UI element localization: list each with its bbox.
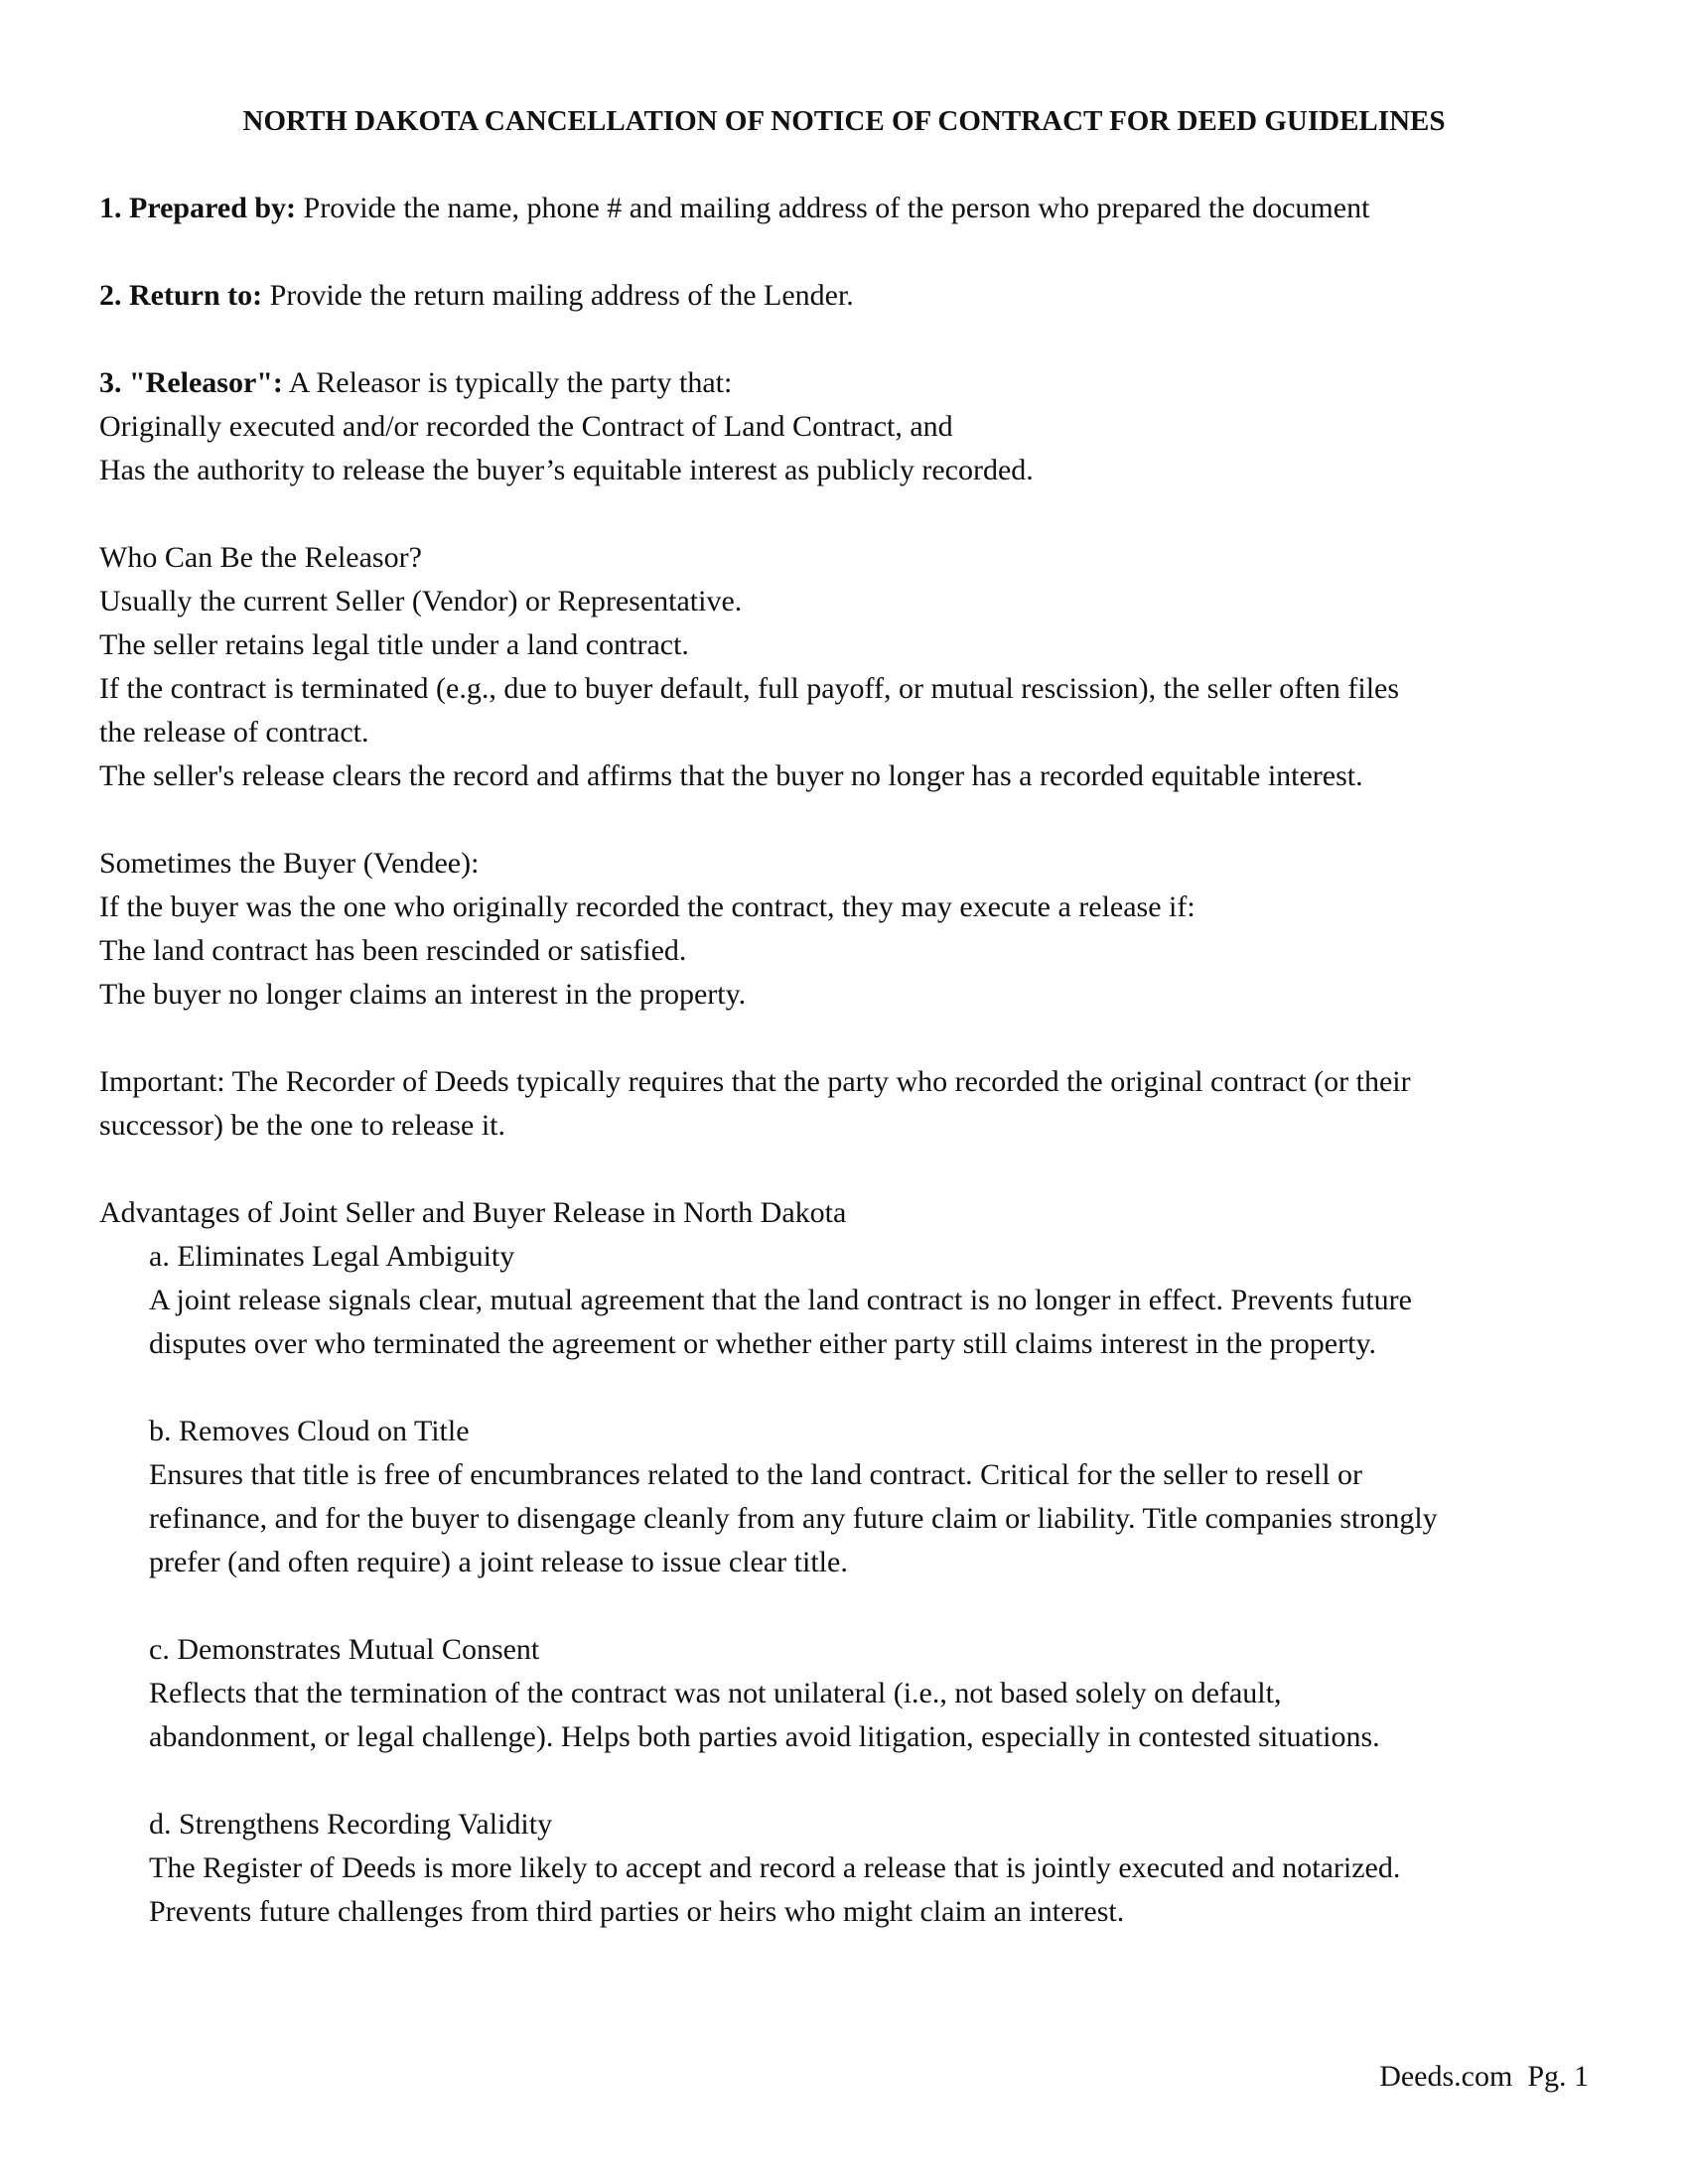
releasor-text: A Releasor is typically the party that: — [288, 366, 733, 399]
return-to-label: 2. Return to: — [99, 279, 263, 312]
footer-site: Deeds.com — [1379, 2060, 1513, 2093]
who-line: If the contract is terminated (e.g., due to buyer default, full payoff, or mutual rescission), the seller often files — [99, 672, 1400, 705]
advantage-d-line: Prevents future challenges from third parties or heirs who might claim an interest. — [149, 1895, 1125, 1928]
releasor-label: 3. "Releasor": — [99, 366, 283, 399]
important-line: successor) be the one to release it. — [99, 1109, 505, 1142]
item-releasor — [99, 361, 1589, 405]
advantage-b-line: Ensures that title is free of encumbrances related to the land contract. Critical for the seller to resell or — [149, 1458, 1363, 1491]
advantage-b-line: prefer (and often require) a joint release to issue clear title. — [149, 1546, 848, 1578]
who-line: the release of contract. — [99, 716, 369, 749]
advantage-d-line: The Register of Deeds is more likely to accept and record a release that is jointly executed and notarized. — [149, 1851, 1401, 1884]
document-page — [99, 99, 1589, 1934]
who-line: The seller retains legal title under a land contract. — [99, 628, 689, 661]
releasor-line: Has the authority to release the buyer’s equitable interest as publicly recorded. — [99, 454, 1034, 486]
advantage-d-title: d. Strengthens Recording Validity — [149, 1808, 553, 1841]
item-return-to — [99, 274, 1589, 318]
advantage-b-line: refinance, and for the buyer to disengage cleanly from any future claim or liability. Title companies strongly — [149, 1502, 1438, 1535]
advantage-c-line: Reflects that the termination of the contract was not unilateral (i.e., not based solely on default, — [149, 1677, 1282, 1709]
return-to-text: Provide the return mailing address of the Lender. — [269, 279, 854, 312]
advantage-a-line: disputes over who terminated the agreement or whether either party still claims interest in the property. — [149, 1327, 1376, 1360]
buyer-line: If the buyer was the one who originally recorded the contract, they may execute a release if: — [99, 890, 1196, 923]
who-line: The seller's release clears the record and affirms that the buyer no longer has a recorded equitable interest. — [99, 759, 1363, 792]
advantage-c-title: c. Demonstrates Mutual Consent — [149, 1633, 540, 1666]
advantage-b-title: b. Removes Cloud on Title — [149, 1415, 470, 1447]
buyer-heading: Sometimes the Buyer (Vendee): — [99, 847, 480, 880]
prepared-by-text: Provide the name, phone # and mailing address of the person who prepared the document — [303, 192, 1370, 224]
item-prepared-by — [99, 187, 1589, 230]
page-footer — [1379, 2055, 1589, 2099]
advantage-c-line: abandonment, or legal challenge). Helps both parties avoid litigation, especially in contested situations. — [149, 1720, 1380, 1753]
buyer-line: The buyer no longer claims an interest in the property. — [99, 978, 747, 1011]
prepared-by-label: 1. Prepared by: — [99, 192, 297, 224]
advantage-a-line: A joint release signals clear, mutual agreement that the land contract is no longer in effect. Prevents future — [149, 1284, 1412, 1316]
buyer-line: The land contract has been rescinded or satisfied. — [99, 934, 687, 967]
releasor-line: Originally executed and/or recorded the Contract of Land Contract, and — [99, 410, 953, 443]
advantage-a-title: a. Eliminates Legal Ambiguity — [149, 1240, 515, 1273]
footer-page-number: Pg. 1 — [1527, 2060, 1589, 2093]
advantages-heading: Advantages of Joint Seller and Buyer Release in North Dakota — [99, 1196, 847, 1229]
who-line: Usually the current Seller (Vendor) or Representative. — [99, 585, 743, 617]
who-heading: Who Can Be the Releasor? — [99, 541, 422, 574]
important-line: Important: The Recorder of Deeds typically requires that the party who recorded the original contract (or their — [99, 1065, 1411, 1098]
document-title: NORTH DAKOTA CANCELLATION OF NOTICE OF CONTRACT FOR DEED GUIDELINES — [242, 105, 1446, 137]
